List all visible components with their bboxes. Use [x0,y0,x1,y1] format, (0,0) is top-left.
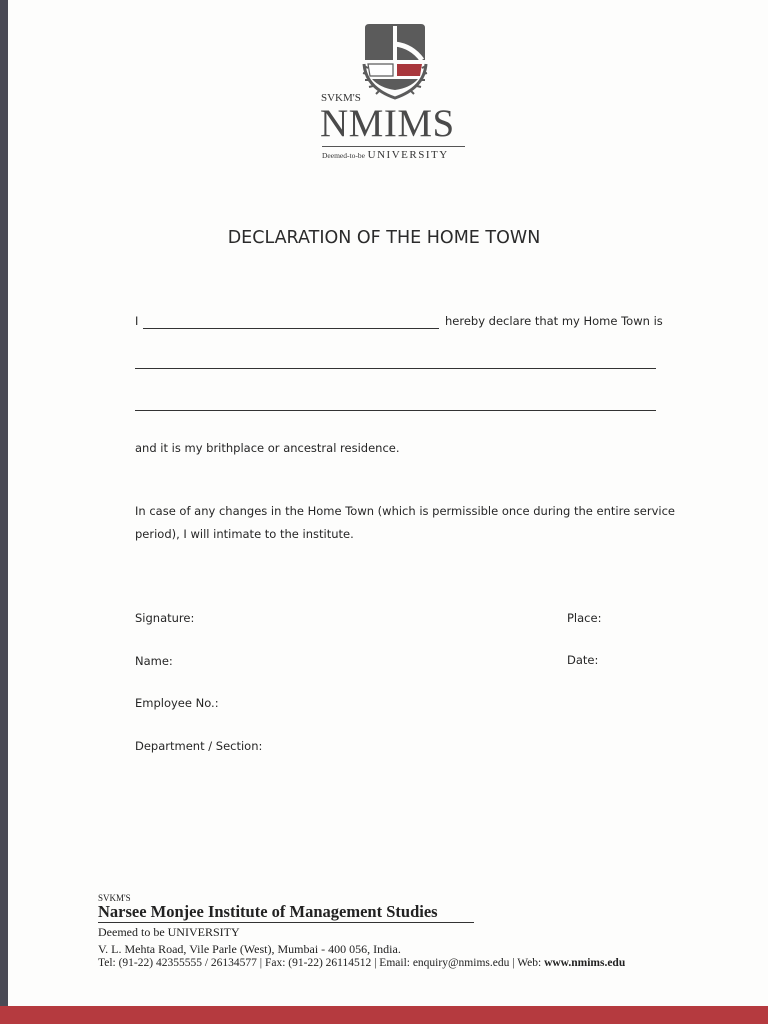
footer-fax: Fax: (91-22) 26114512 [264,957,372,969]
footer-contact [98,957,625,969]
footer-tel: Tel: (91-22) 42355555 / 26134577 [98,957,257,969]
footer-separator: | [509,957,518,969]
footer-svkm: SVKM'S [98,893,131,903]
footer-address: V. L. Mehta Road, Vile Parle (West), Mumbai - 400 056, India. [98,942,401,956]
footer-email: Email: enquiry@nmims.edu [379,957,510,969]
footer-web-url: www.nmims.edu [544,957,626,969]
footer-rule [98,922,474,923]
logo-deemed-word: UNIVERSITY [367,149,449,161]
hometown-blank-line-1 [135,368,656,369]
logo-svkm-text: SVKM'S [321,92,361,104]
declaration-prefix: I [135,314,139,328]
date-label: Date: [567,653,599,667]
footer-separator: | [371,957,380,969]
logo-deemed-prefix: Deemed-to-be [322,151,365,160]
logo-divider [322,146,465,147]
signature-label: Signature: [135,611,195,625]
footer-deemed: Deemed to be UNIVERSITY [98,925,240,939]
bottom-red-strip [0,1006,768,1024]
changes-text-line1: In case of any changes in the Home Town (which is permissible once during the entire service [135,504,675,518]
footer-web-label: Web: [517,957,542,969]
page-left-edge [0,0,8,1024]
changes-text-line2: period), I will intimate to the institute. [135,527,354,541]
page-title: DECLARATION OF THE HOME TOWN [227,228,541,248]
department-label: Department / Section: [135,739,263,753]
name-blank-line [143,328,439,329]
footer-institute-name: Narsee Monjee Institute of Management Studies [98,902,438,921]
logo-nmims-text: NMIMS [320,102,455,145]
birthplace-text: and it is my brithplace or ancestral residence. [135,441,400,455]
employee-no-label: Employee No.: [135,696,219,710]
declaration-suffix: hereby declare that my Home Town is [445,314,663,328]
footer-separator: | [256,957,265,969]
logo-deemed-text [322,149,449,161]
hometown-blank-line-2 [135,410,656,411]
place-label: Place: [567,611,602,625]
nmims-logo [320,24,470,164]
shield-emblem-icon [362,24,428,102]
name-label: Name: [135,654,173,668]
